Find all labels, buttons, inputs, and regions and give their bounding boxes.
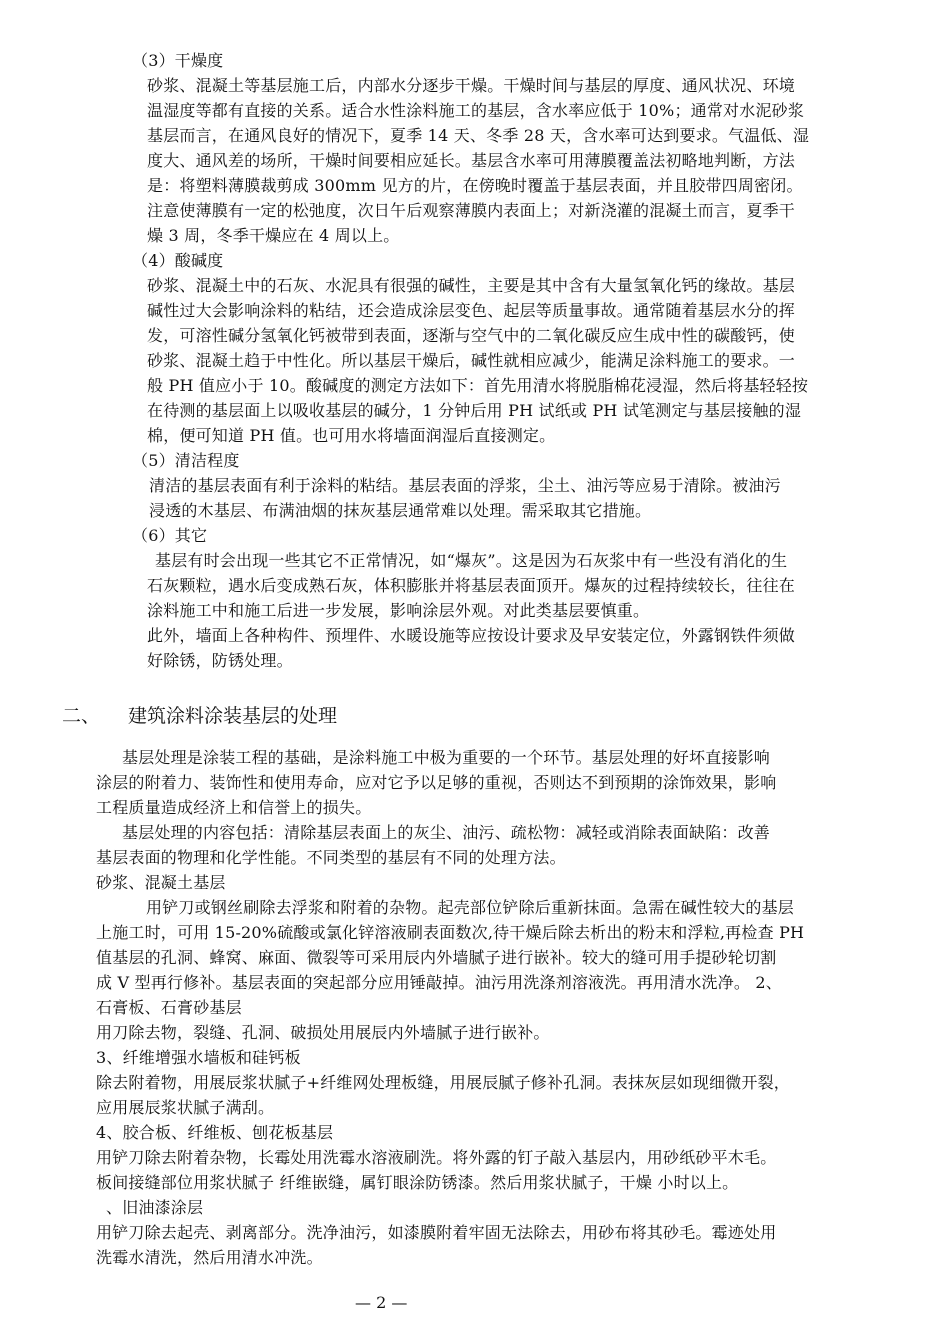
old-paint-title: 、旧油漆涂层 xyxy=(106,1198,204,1217)
mortar-title: 砂浆、混凝土基层 xyxy=(96,873,226,892)
plywood-line-1: 用铲刀除去附着杂物，长霉处用洗霉水溶液刷洗。将外露的钉子敲入基层内，用砂纸砂平木毛。 xyxy=(96,1148,777,1167)
other-line-5: 好除锈，防锈处理。 xyxy=(147,651,293,670)
dryness-line-3: 基层而言，在通风良好的情况下，夏季 14 天、冬季 28 天，含水率可达到要求。气温低、湿 xyxy=(147,126,810,145)
dryness-line-2: 温湿度等都有直接的关系。适合水性涂料施工的基层，含水率应低于 10%；通常对水泥砂浆 xyxy=(147,101,805,120)
old-paint-line-1: 用铲刀除去起壳、剥离部分。洗净油污，如漆膜附着牢固无法除去，用砂布将其砂毛。霉迹处用 xyxy=(96,1223,777,1242)
fiber-title: 3、纤维增强水墙板和硅钙板 xyxy=(96,1048,301,1067)
fiber-line-2: 应用展辰浆状腻子满刮。 xyxy=(96,1098,275,1117)
dryness-line-4: 度大、通风差的场所，干燥时间要相应延长。基层含水率可用薄膜覆盖法初略地判断，方法 xyxy=(147,151,796,170)
mortar-line-4: 成 V 型再行修补。基层表面的突起部分应用锤敲掉。油污用洗涤剂溶液洗。再用清水洗净。 2、 xyxy=(96,973,782,992)
other-line-4: 此外，墙面上各种构件、预埋件、水暖设施等应按设计要求及早安装定位，外露钢铁件须做 xyxy=(147,626,796,645)
other-line-2: 石灰颗粒，遇水后变成熟石灰，体积膨胀并将基层表面顶开。爆灰的过程持续较长，往往在 xyxy=(147,576,796,595)
subsection-title-other: （6）其它 xyxy=(132,526,208,545)
intro2-line-2: 基层表面的物理和化学性能。不同类型的基层有不同的处理方法。 xyxy=(96,848,566,867)
cleanliness-line-2: 浸透的木基层、布满油烟的抹灰基层通常难以处理。需采取其它措施。 xyxy=(149,501,652,520)
subsection-title-dryness: （3）干燥度 xyxy=(132,51,224,70)
plywood-title: 4、胶合板、纤维板、刨花板基层 xyxy=(96,1123,334,1142)
mortar-line-3: 值基层的孔洞、蜂窝、麻面、微裂等可采用辰内外墙腻子进行嵌补。较大的缝可用手提砂轮切割 xyxy=(96,948,777,967)
subsection-title-cleanliness: （5）清洁程度 xyxy=(132,451,240,470)
section-number: 二、 xyxy=(62,705,101,727)
gypsum-line-1: 用刀除去物，裂缝、孔洞、破损处用展辰内外墙腻子进行嵌补。 xyxy=(96,1023,550,1042)
gypsum-title: 石膏板、石膏砂基层 xyxy=(96,998,242,1017)
dryness-line-6: 注意使薄膜有一定的松弛度，次日午后观察薄膜内表面上；对新浇灌的混凝土而言，夏季干 xyxy=(147,201,796,220)
fiber-line-1: 除去附着物，用展辰浆状腻子+纤维网处理板缝，用展辰腻子修补孔洞。表抹灰层如现细微开裂， xyxy=(96,1073,791,1092)
mortar-line-2: 上施工时，可用 15-20%硫酸或氯化锌溶液刷表面数次,待干燥后除去析出的粉末和浮粒,再检查 PH xyxy=(96,923,805,942)
page-number: — 2 — xyxy=(355,1293,408,1312)
cleanliness-line-1: 清洁的基层表面有利于涂料的粘结。基层表面的浮浆，尘土、油污等应易于清除。被油污 xyxy=(149,476,781,495)
mortar-line-1: 用铲刀或钢丝刷除去浮浆和附着的杂物。起壳部位铲除后重新抹面。急需在碱性较大的基层 xyxy=(146,898,795,917)
alkalinity-line-3: 发，可溶性碱分氢氧化钙被带到表面，逐渐与空气中的二氧化碳反应生成中性的碳酸钙，使 xyxy=(147,326,796,345)
subsection-title-alkalinity: （4）酸碱度 xyxy=(132,251,224,270)
alkalinity-line-1: 砂浆、混凝土中的石灰、水泥具有很强的碱性，主要是其中含有大量氢氧化钙的缘故。基层 xyxy=(147,276,796,295)
intro1-line-1: 基层处理是涂装工程的基础，是涂料施工中极为重要的一个环节。基层处理的好坏直接影响 xyxy=(122,748,771,767)
alkalinity-line-4: 砂浆、混凝土趋于中性化。所以基层干燥后，碱性就相应减少，能满足涂料施工的要求。一 xyxy=(147,351,796,370)
alkalinity-line-2: 碱性过大会影响涂料的粘结，还会造成涂层变色、起层等质量事故。通常随着基层水分的挥 xyxy=(147,301,796,320)
intro1-line-3: 工程质量造成经济上和信誉上的损失。 xyxy=(96,798,372,817)
dryness-line-7: 燥 3 周，冬季干燥应在 4 周以上。 xyxy=(147,226,400,245)
dryness-line-1: 砂浆、混凝土等基层施工后，内部水分逐步干燥。干燥时间与基层的厚度、通风状况、环境 xyxy=(147,76,796,95)
alkalinity-line-6: 在待测的基层面上以吸收基层的碱分，1 分钟后用 PH 试纸或 PH 试笔测定与基层接触的湿 xyxy=(147,401,802,420)
section-heading: 建筑涂料涂装基层的处理 xyxy=(128,705,338,727)
alkalinity-line-5: 般 PH 值应小于 10。酸碱度的测定方法如下：首先用清水将脱脂棉花浸湿，然后将基轻轻按 xyxy=(147,376,809,395)
other-line-1: 基层有时会出现一些其它不正常情况，如“爆灰”。这是因为石灰浆中有一些没有消化的生 xyxy=(155,551,788,570)
intro1-line-2: 涂层的附着力、装饰性和使用寿命，应对它予以足够的重视，否则达不到预期的涂饰效果，影响 xyxy=(96,773,777,792)
dryness-line-5: 是：将塑料薄膜裁剪成 300mm 见方的片，在傍晚时覆盖于基层表面，并且胶带四周密闭。 xyxy=(147,176,803,195)
plywood-line-2: 板间接缝部位用浆状腻子 纤维嵌缝，属钉眼涂防锈漆。然后用浆状腻子，干燥 小时以上。 xyxy=(96,1173,739,1192)
old-paint-line-2: 洗霉水清洗，然后用清水冲洗。 xyxy=(96,1248,323,1267)
intro2-line-1: 基层处理的内容包括：清除基层表面上的灰尘、油污、疏松物：减轻或消除表面缺陷：改善 xyxy=(122,823,771,842)
alkalinity-line-7: 棉，便可知道 PH 值。也可用水将墙面润湿后直接测定。 xyxy=(147,426,556,445)
other-line-3: 涂料施工中和施工后进一步发展，影响涂层外观。对此类基层要慎重。 xyxy=(147,601,650,620)
